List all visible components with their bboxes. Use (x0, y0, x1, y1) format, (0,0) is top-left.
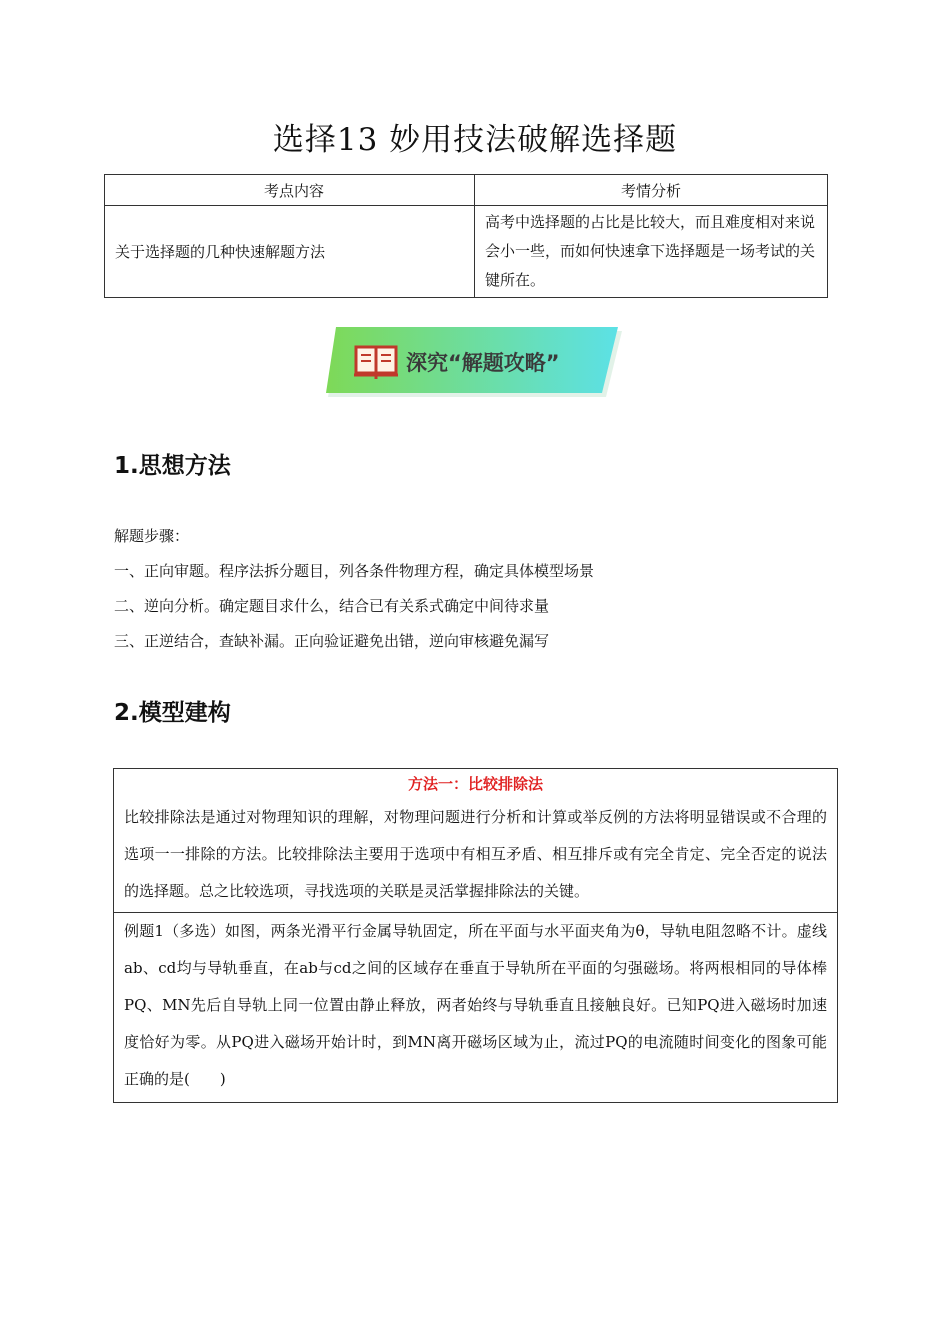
banner-graphic (326, 327, 624, 399)
exam-point-table (104, 174, 828, 298)
method-section (114, 769, 837, 913)
model-box (113, 768, 838, 1103)
step-2: 二、逆向分析。确定题目求什么，结合已有关系式确定中间待求量 (114, 597, 550, 615)
example-section (114, 913, 837, 1102)
example-text: 例题1（多选）如图，两条光滑平行金属导轨固定，所在平面与水平面夹角为θ，导轨电阻忽略不计。虚线ab、cd均与导轨垂直，在ab与cd之间的区域存在垂直于导轨所在平面的匀强磁场。将两根相同的导体棒PQ、MN先后自导轨上同一位置由静止释放，两者始终与导轨垂直且接触良好。已知PQ进入磁场时加速度恰好为零。从PQ进入磁场开始计时，到MN离开磁场区域为止，流过PQ的电流随时间变化的图象可能正确的是( ) (124, 922, 827, 1088)
book-icon (354, 347, 398, 379)
strategy-banner (326, 327, 624, 399)
method-title: 方法一：比较排除法 (407, 775, 543, 793)
page-title: 选择13 妙用技法破解选择题 (272, 122, 678, 158)
steps-intro: 解题步骤： (114, 527, 190, 545)
step-1: 一、正向审题。程序法拆分题目，列各条件物理方程，确定具体模型场景 (114, 562, 595, 580)
step-3: 三、正逆结合，查缺补漏。正向验证避免出错，逆向审核避免漏写 (114, 632, 550, 650)
table-cell-analysis: 高考中选择题的占比是比较大，而且难度相对来说会小一些，而如何快速拿下选择题是一场考试的关键所在。 (475, 206, 828, 298)
table-row (105, 206, 828, 298)
table-header-content: 考点内容 (105, 175, 475, 206)
table-header-row (105, 175, 828, 206)
section1-heading: 1.思想方法 (114, 453, 231, 479)
table-header-analysis: 考情分析 (475, 175, 828, 206)
section2-heading: 2.模型建构 (114, 700, 231, 726)
method-text: 比较排除法是通过对物理知识的理解，对物理问题进行分析和计算或举反例的方法将明显错误或不合理的选项一一排除的方法。比较排除法主要用于选项中有相互矛盾、相互排斥或有完全肯定、完全否定的说法的选择题。总之比较选项，寻找选项的关联是灵活掌握排除法的关键。 (124, 808, 827, 900)
table-cell-content: 关于选择题的几种快速解题方法 (105, 206, 475, 298)
banner-text: 深究“解题攻略” (406, 351, 560, 375)
